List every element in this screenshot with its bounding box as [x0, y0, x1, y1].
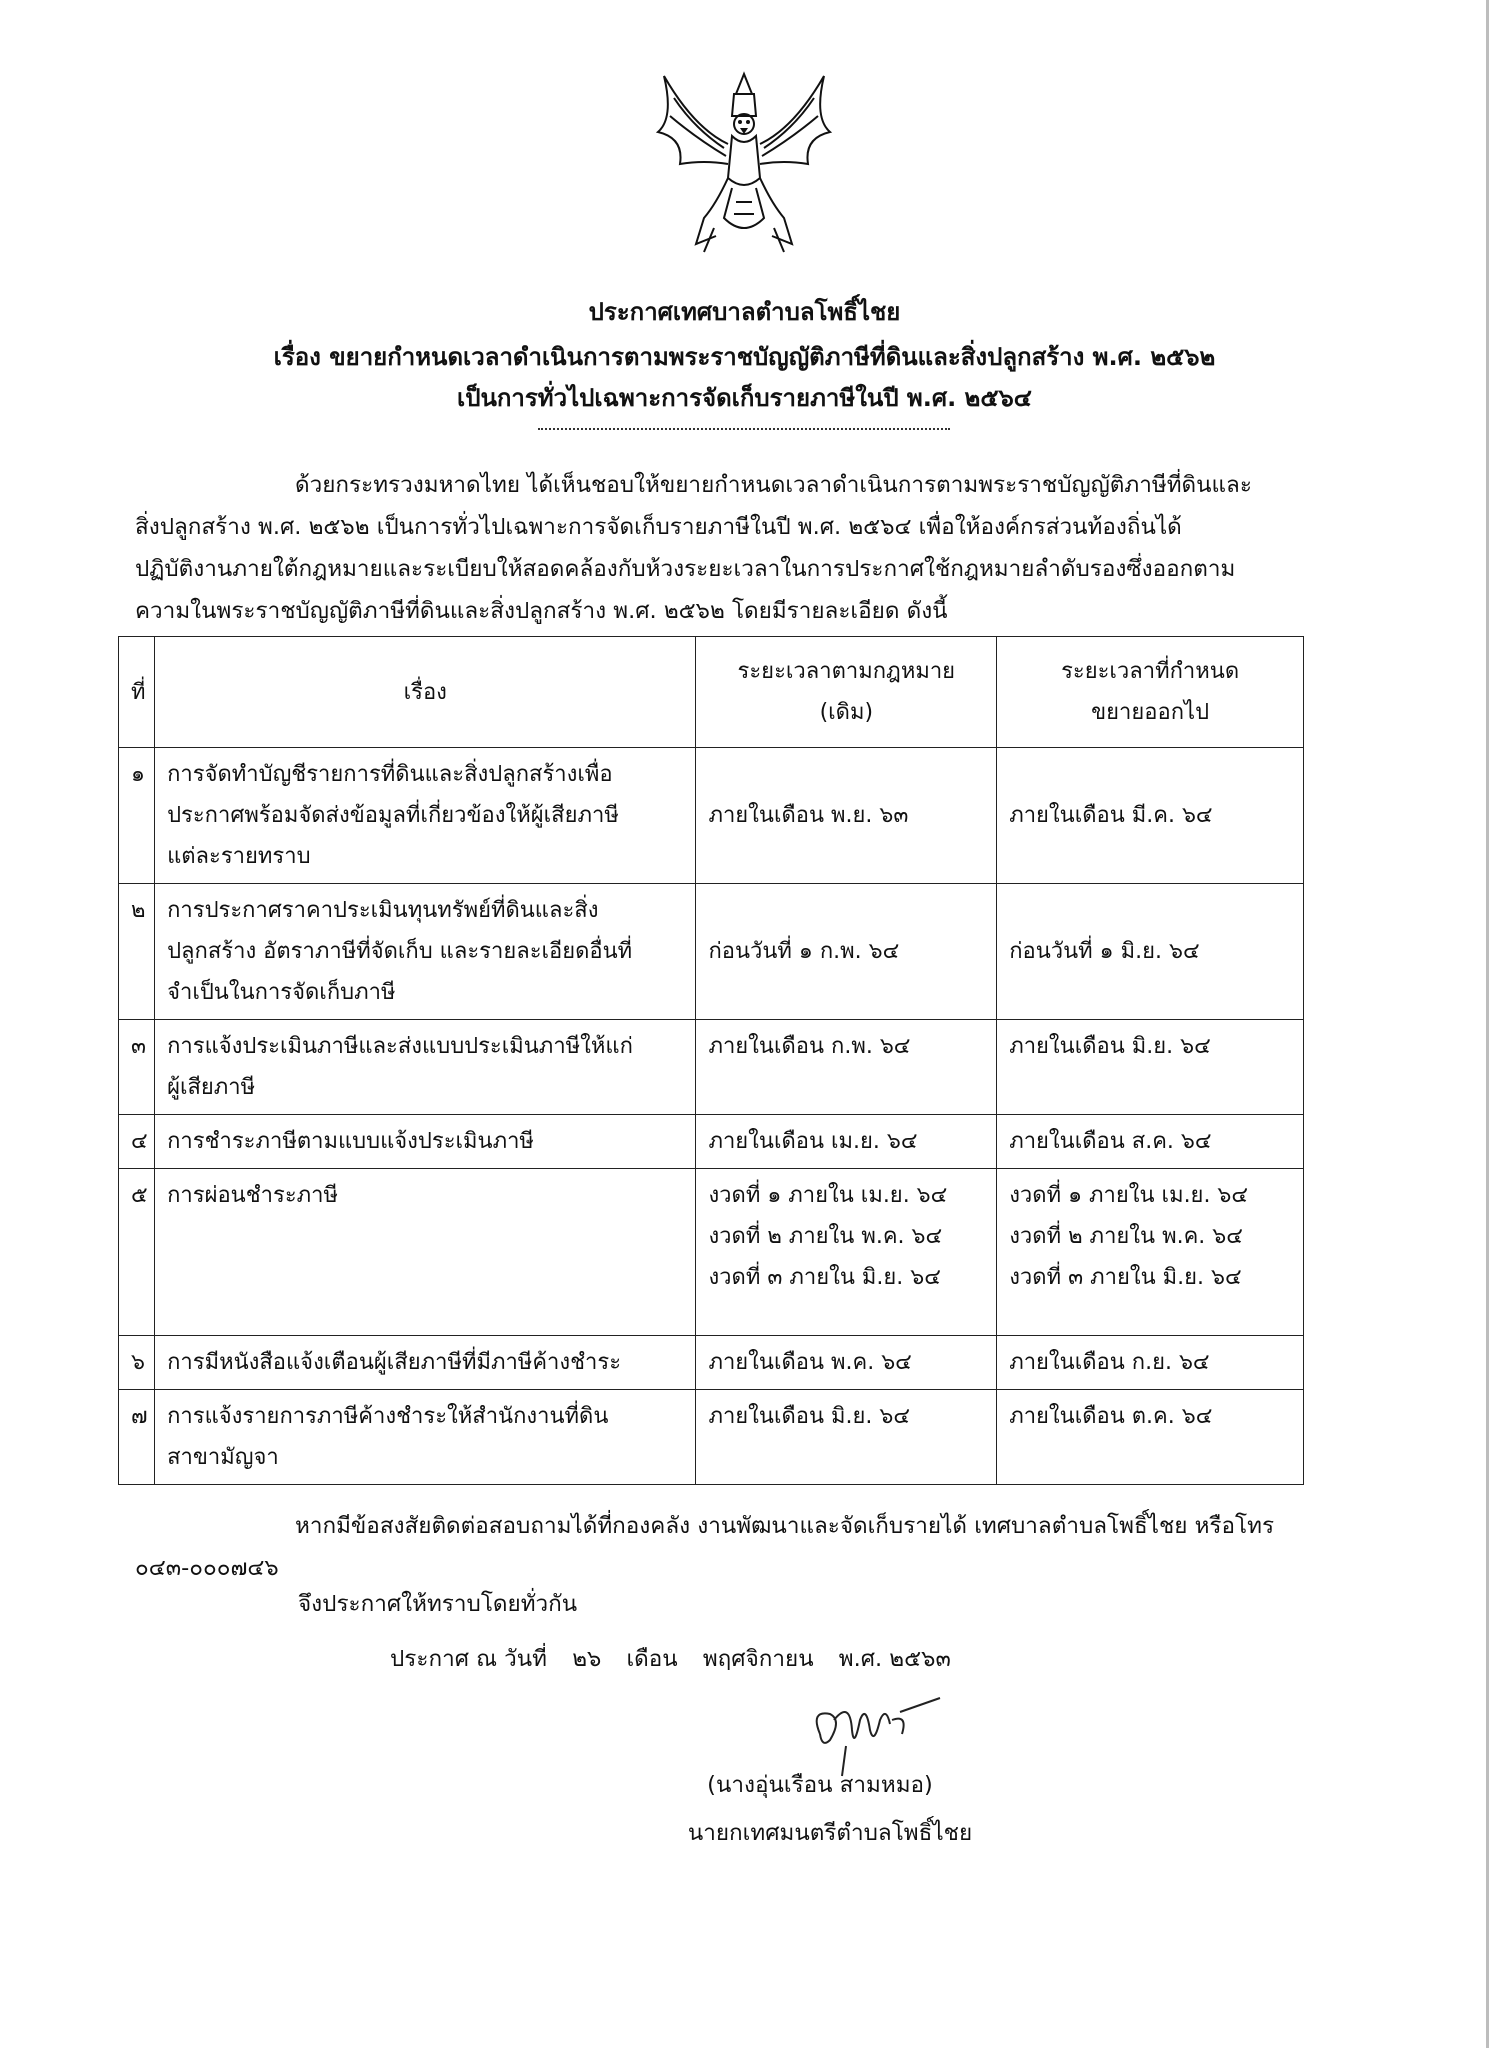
- row-subject: [155, 748, 696, 884]
- schedule-table: [118, 636, 1304, 1485]
- intro-line: สิ่งปลูกสร้าง พ.ศ. ๒๕๖๒ เป็นการทั่วไปเฉพาะการจัดเก็บรายภาษีในปี พ.ศ. ๒๕๖๔ เพื่อให้องค์กรส่วนท้องถิ่นได้: [135, 514, 1182, 540]
- row-number: ๗: [119, 1390, 155, 1485]
- installment-line: งวดที่ ๓ ภายใน มิ.ย. ๖๔: [708, 1265, 941, 1290]
- intro-line: ด้วยกระทรวงมหาดไทย ได้เห็นชอบให้ขยายกำหนดเวลาดำเนินการตามพระราชบัญญัติภาษีที่ดินและ: [295, 472, 1252, 498]
- row-extended: ภายในเดือน มิ.ย. ๖๔: [997, 1020, 1304, 1115]
- signer-title: นายกเทศมนตรีตำบลโพธิ์ไชย: [687, 1820, 973, 1846]
- announce-line: จึงประกาศให้ทราบโดยทั่วกัน: [298, 1591, 578, 1617]
- date-prefix: ประกาศ ณ วันที่: [390, 1646, 548, 1672]
- intro-line: ความในพระราชบัญญัติภาษีที่ดินและสิ่งปลูกสร้าง พ.ศ. ๒๕๖๒ โดยมีรายละเอียด ดังนี้: [135, 598, 948, 624]
- row-original: ภายในเดือน ก.พ. ๖๔: [696, 1020, 997, 1115]
- row-number: ๒: [119, 884, 155, 1020]
- intro-paragraph: [135, 464, 1335, 632]
- row-extended: ภายในเดือน ส.ค. ๖๔: [997, 1115, 1304, 1169]
- row-extended: ภายในเดือน ก.ย. ๖๔: [997, 1336, 1304, 1390]
- table-row: [119, 1390, 1304, 1485]
- row-number: ๖: [119, 1336, 155, 1390]
- header-extended-l2: ขยายออกไป: [1091, 700, 1210, 725]
- row-subject: [155, 884, 696, 1020]
- row-number: ๓: [119, 1020, 155, 1115]
- row-original: ภายในเดือน พ.ค. ๖๔: [696, 1336, 997, 1390]
- row-extended: ภายในเดือน มี.ค. ๖๔: [997, 748, 1304, 884]
- announcement-title: ประกาศเทศบาลตำบลโพธิ์ไชย: [588, 298, 901, 326]
- announcement-date: [390, 1640, 969, 1676]
- date-month-prefix: เดือน: [626, 1646, 678, 1672]
- header-original-l1: ระยะเวลาตามกฎหมาย: [737, 659, 956, 684]
- row-original: ก่อนวันที่ ๑ ก.พ. ๖๔: [696, 884, 997, 1020]
- row-subject: [155, 1020, 696, 1115]
- row-original: ภายในเดือน มิ.ย. ๖๔: [696, 1390, 997, 1485]
- header-original-period: [696, 637, 997, 748]
- subject-line: สาขามัญจา: [167, 1445, 279, 1470]
- table-header-row: [119, 637, 1304, 748]
- subject-line: ผู้เสียภาษี: [167, 1075, 256, 1100]
- installment-line: งวดที่ ๒ ภายใน พ.ค. ๖๔: [708, 1224, 943, 1249]
- subject-line: การแจ้งรายการภาษีค้างชำระให้สำนักงานที่ดิน: [167, 1404, 609, 1429]
- contact-line: หากมีข้อสงสัยติดต่อสอบถามได้ที่กองคลัง งานพัฒนาและจัดเก็บรายได้ เทศบาลตำบลโพธิ์ไชย หรือโทร: [295, 1513, 1275, 1539]
- contact-paragraph: [135, 1505, 1335, 1589]
- subject-line: จำเป็นในการจัดเก็บภาษี: [167, 980, 396, 1005]
- subject-line: การประกาศราคาประเมินทุนทรัพย์ที่ดินและสิ่ง: [167, 898, 599, 923]
- table-row: [119, 884, 1304, 1020]
- signer-name: (นางอุ่นเรือน สามหมอ): [707, 1772, 933, 1798]
- installment-line: งวดที่ ๒ ภายใน พ.ค. ๖๔: [1009, 1224, 1243, 1249]
- table-row: [119, 1115, 1304, 1169]
- installment-line: งวดที่ ๑ ภายใน เม.ย. ๖๔: [1009, 1183, 1249, 1208]
- table-row: [119, 1020, 1304, 1115]
- row-extended: ภายในเดือน ต.ค. ๖๔: [997, 1390, 1304, 1485]
- table-row: [119, 1336, 1304, 1390]
- subject-line: การจัดทำบัญชีรายการที่ดินและสิ่งปลูกสร้างเพื่อ: [167, 762, 613, 787]
- row-subject: การชำระภาษีตามแบบแจ้งประเมินภาษี: [155, 1115, 696, 1169]
- row-original: [696, 1169, 997, 1336]
- intro-line: ปฏิบัติงานภายใต้กฎหมายและระเบียบให้สอดคล้องกับห้วงระยะเวลาในการประกาศใช้กฎหมายลำดับรองซึ่งออกตาม: [135, 556, 1236, 582]
- header-original-l2: (เดิม): [819, 700, 874, 725]
- row-original: ภายในเดือน พ.ย. ๖๓: [696, 748, 997, 884]
- row-extended: ก่อนวันที่ ๑ มิ.ย. ๖๔: [997, 884, 1304, 1020]
- row-subject: การมีหนังสือแจ้งเตือนผู้เสียภาษีที่มีภาษีค้างชำระ: [155, 1336, 696, 1390]
- subject-line: ปลูกสร้าง อัตราภาษีที่จัดเก็บ และรายละเอียดอื่นที่: [167, 939, 633, 964]
- date-day: ๒๖: [572, 1646, 602, 1672]
- dotted-divider: [538, 428, 950, 430]
- row-subject: การผ่อนชำระภาษี: [155, 1169, 696, 1336]
- announcement-subject: เรื่อง ขยายกำหนดเวลาดำเนินการตามพระราชบัญญัติภาษีที่ดินและสิ่งปลูกสร้าง พ.ศ. ๒๕๖๒: [273, 343, 1216, 371]
- row-subject: [155, 1390, 696, 1485]
- date-month: พฤศจิกายน: [702, 1646, 814, 1672]
- announcement-subject-line2: เป็นการทั่วไปเฉพาะการจัดเก็บรายภาษีในปี พ.ศ. ๒๕๖๔: [457, 384, 1032, 412]
- row-number: ๔: [119, 1115, 155, 1169]
- table-row: [119, 1169, 1304, 1336]
- garuda-emblem-icon: [644, 68, 844, 258]
- row-original: ภายในเดือน เม.ย. ๖๔: [696, 1115, 997, 1169]
- row-extended: [997, 1169, 1304, 1336]
- header-extended-period: [997, 637, 1304, 748]
- subject-line: ประกาศพร้อมจัดส่งข้อมูลที่เกี่ยวข้องให้ผู้เสียภาษี: [167, 803, 619, 828]
- header-no: ที่: [119, 637, 155, 748]
- subject-line: แต่ละรายทราบ: [167, 844, 311, 869]
- installment-line: งวดที่ ๓ ภายใน มิ.ย. ๖๔: [1009, 1265, 1242, 1290]
- date-year: พ.ศ. ๒๕๖๓: [838, 1646, 951, 1672]
- subject-line: การแจ้งประเมินภาษีและส่งแบบประเมินภาษีให้แก่: [167, 1034, 633, 1059]
- table-row: [119, 748, 1304, 884]
- contact-phone: ๐๔๓-๐๐๐๗๔๖: [135, 1555, 279, 1581]
- header-subject: เรื่อง: [155, 637, 696, 748]
- installment-line: งวดที่ ๑ ภายใน เม.ย. ๖๔: [708, 1183, 948, 1208]
- row-number: ๕: [119, 1169, 155, 1336]
- row-number: ๑: [119, 748, 155, 884]
- header-extended-l1: ระยะเวลาที่กำหนด: [1061, 659, 1240, 684]
